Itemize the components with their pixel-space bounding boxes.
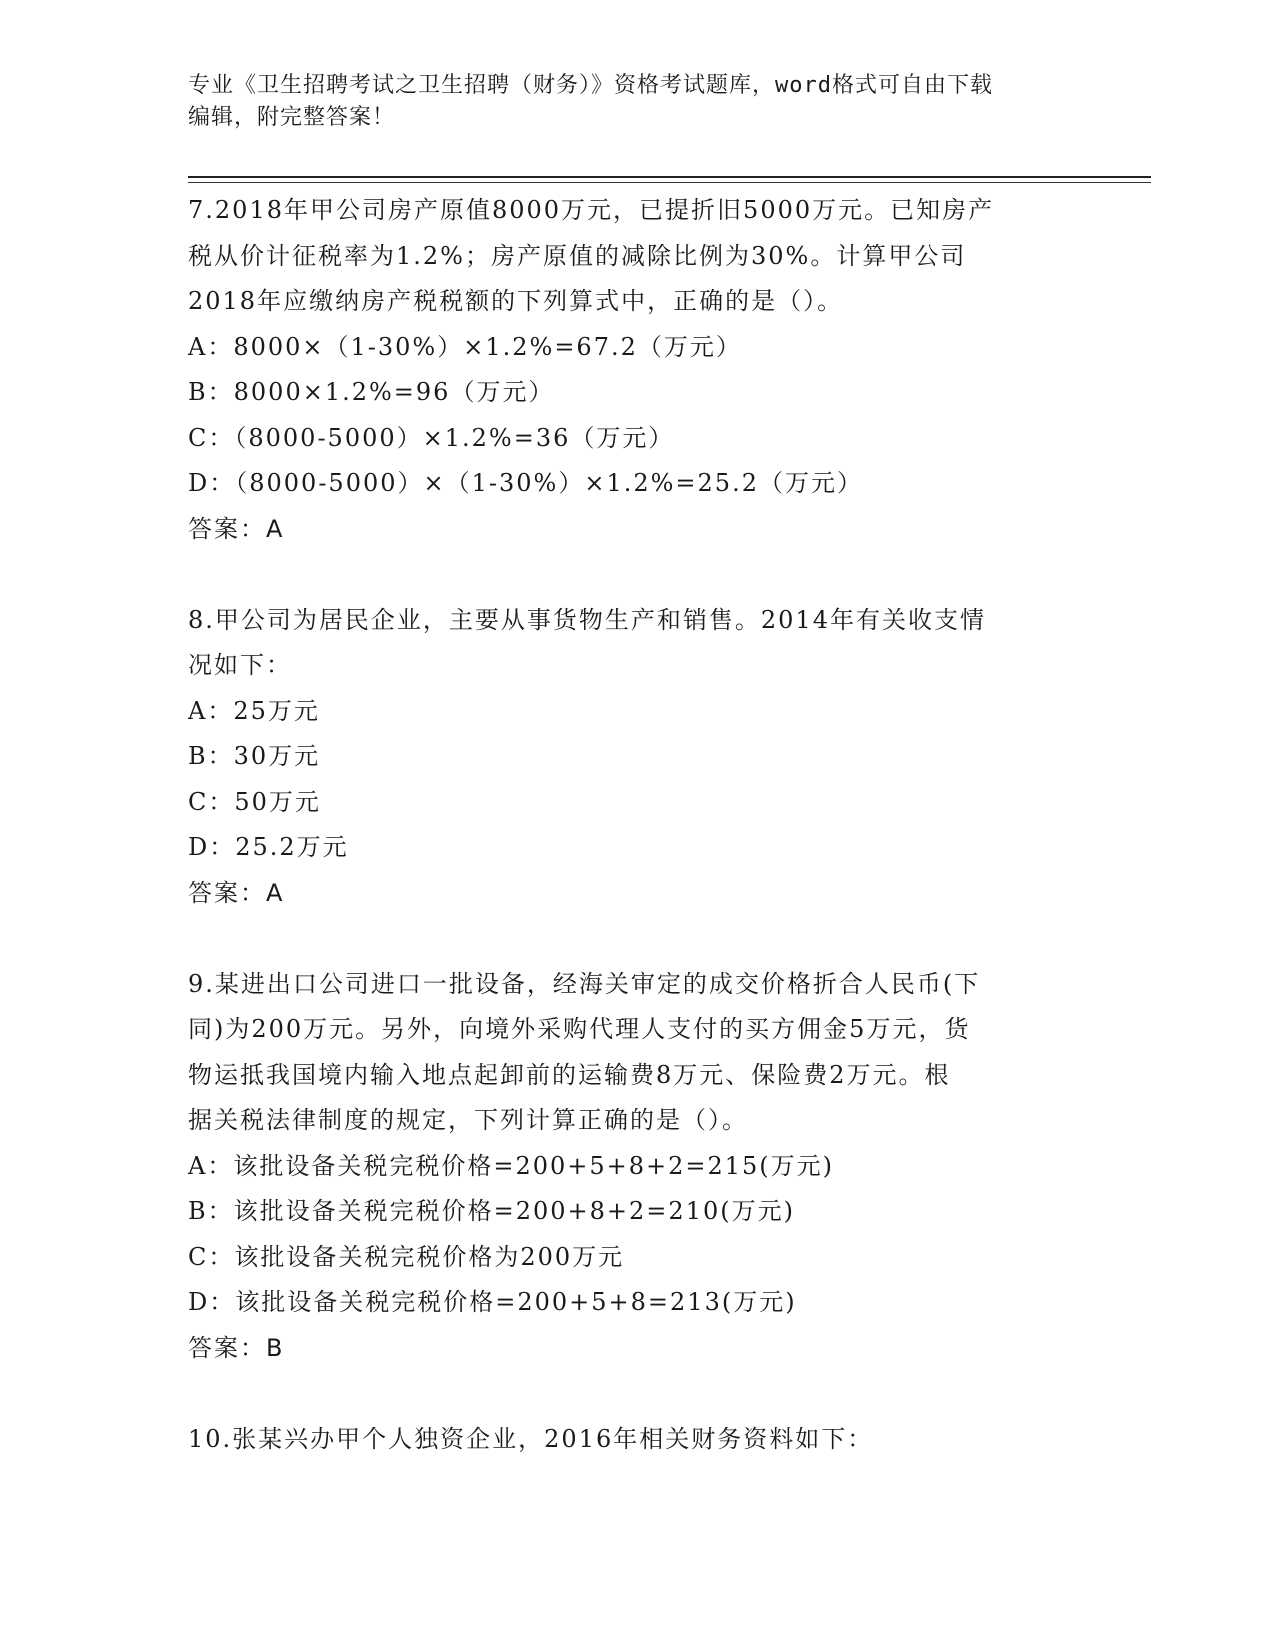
option-b: B：该批设备关税完税价格=200+8+2=210(万元) xyxy=(188,1197,795,1225)
header-divider-thick xyxy=(188,176,1151,178)
question-list xyxy=(188,188,1068,1462)
spacer xyxy=(188,1371,1068,1417)
question-stem-line: 9.某进出口公司进口一批设备，经海关审定的成交价格折合人民币(下 xyxy=(188,969,981,998)
answer-label: 答案：B xyxy=(188,1333,285,1362)
question-stem-line: 7.2018年甲公司房产原值8000万元，已提折旧5000万元。已知房产 xyxy=(188,196,995,224)
question-stem-line: 8.甲公司为居民企业，主要从事货物生产和销售。2014年有关收支情 xyxy=(188,605,986,634)
question-8 xyxy=(188,598,1068,917)
question-7 xyxy=(188,188,1068,552)
option-a: A：8000×（1-30%）×1.2%=67.2（万元） xyxy=(188,332,742,361)
option-b: B：30万元 xyxy=(188,742,321,770)
header-line-1: 专业《卫生招聘考试之卫生招聘（财务）》资格考试题库，word格式可自由下载 xyxy=(188,73,993,98)
header-line-2: 编辑，附完整答案！ xyxy=(188,105,396,130)
question-stem-line: 物运抵我国境内输入地点起卸前的运输费8万元、保险费2万元。根 xyxy=(188,1060,951,1089)
question-9 xyxy=(188,962,1068,1372)
question-stem-line: 10.张某兴办甲个人独资企业，2016年相关财务资料如下： xyxy=(188,1424,874,1453)
question-stem-line: 2018年应缴纳房产税税额的下列算式中，正确的是（）。 xyxy=(188,287,844,315)
spacer xyxy=(188,916,1068,962)
option-d: D：（8000-5000）×（1-30%）×1.2%=25.2（万元） xyxy=(188,469,863,497)
answer-label: 答案：A xyxy=(188,514,285,543)
question-stem-line: 据关税法律制度的规定，下列计算正确的是（）。 xyxy=(188,1106,748,1134)
header-divider-thin xyxy=(188,182,1151,183)
answer-label: 答案：A xyxy=(188,878,285,907)
option-d: D：该批设备关税完税价格=200+5+8=213(万元) xyxy=(188,1288,797,1316)
question-stem-line: 税从价计征税率为1.2%；房产原值的减除比例为30%。计算甲公司 xyxy=(188,241,967,270)
document-header xyxy=(188,70,1068,134)
question-stem-line: 同)为200万元。另外，向境外采购代理人支付的买方佣金5万元，货 xyxy=(188,1015,971,1043)
option-a: A：该批设备关税完税价格=200+5+8+2=215(万元) xyxy=(188,1151,835,1180)
option-d: D：25.2万元 xyxy=(188,833,349,861)
question-stem-line: 况如下： xyxy=(188,651,292,679)
question-10 xyxy=(188,1417,1068,1463)
option-c: C：该批设备关税完税价格为200万元 xyxy=(188,1242,625,1271)
option-a: A：25万元 xyxy=(188,696,320,725)
option-c: C：50万元 xyxy=(188,787,321,816)
option-c: C：（8000-5000）×1.2%=36（万元） xyxy=(188,423,675,452)
spacer xyxy=(188,552,1068,598)
option-b: B：8000×1.2%=96（万元） xyxy=(188,378,555,406)
